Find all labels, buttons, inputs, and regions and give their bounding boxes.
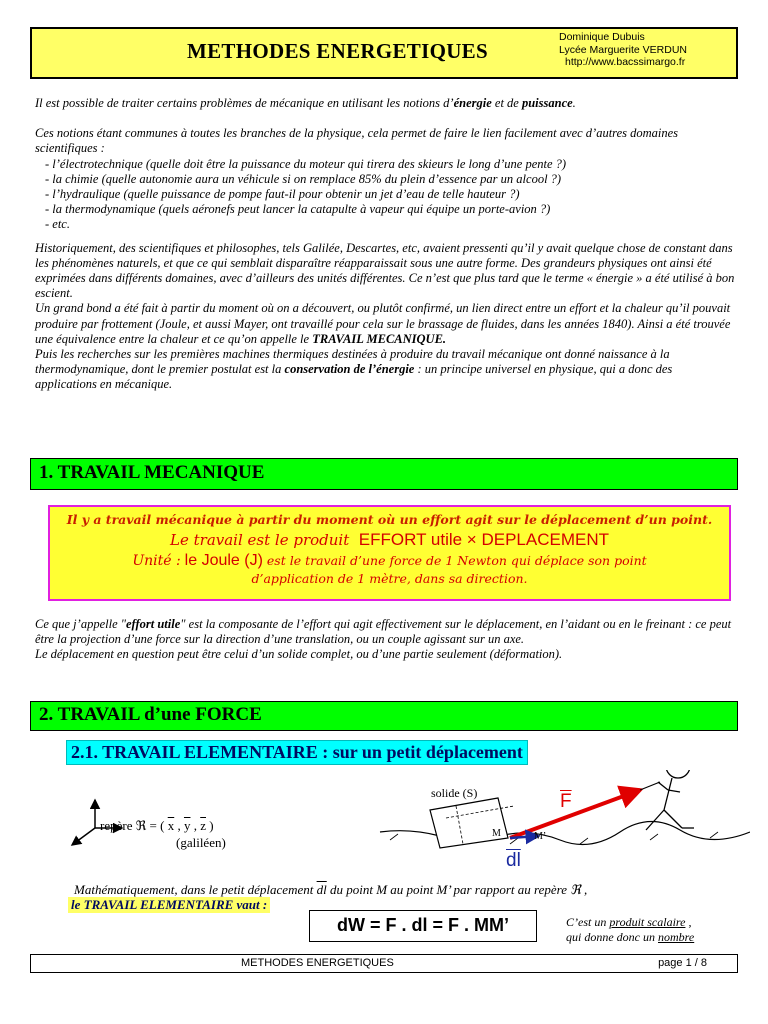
section-1-text bbox=[35, 617, 735, 663]
section-1-header bbox=[30, 458, 738, 490]
list-item: - la chimie (quelle autonomie aura un véhicule si on remplace 85% du plein d’essence par un alcool ?) bbox=[45, 171, 562, 186]
list-item: - la thermodynamique (quels aéronefs peut lancer la catapulte à vapeur qui équipe un porte-avion ?) bbox=[45, 202, 551, 217]
text-span: ) bbox=[209, 818, 214, 833]
intro-paragraph-5 bbox=[35, 347, 735, 393]
section-1-title: 1. TRAVAIL MECANIQUE bbox=[39, 462, 265, 483]
formula-box bbox=[309, 910, 537, 942]
text-span: Puis les recherches sur les premières machines thermiques destinées à produire du travail mécanique ont donné naissance à la thermodynamique, dont le premier postulat est la bbox=[35, 347, 670, 377]
text-span: qui donne donc un bbox=[566, 930, 658, 944]
math-sentence bbox=[74, 882, 734, 897]
section-1-paragraph-1 bbox=[35, 617, 735, 647]
list-item: - etc. bbox=[45, 217, 70, 232]
galileen-label: (galiléen) bbox=[176, 835, 226, 850]
solid-label: solide (S) bbox=[431, 786, 478, 800]
def-unit-text: est le travail d’une force de 1 Newton qui déplace son point bbox=[266, 553, 647, 568]
point-m-label: M bbox=[492, 828, 501, 839]
header-box bbox=[30, 27, 738, 79]
section-2-header bbox=[30, 701, 738, 731]
work-formula: dW = F . dl = F . MM’ bbox=[337, 915, 509, 935]
text-span: , bbox=[685, 915, 692, 929]
dl-label: $\overline{dl}$ bbox=[506, 850, 521, 871]
list-item: - l’hydraulique (quelle puissance de pompe faut-il pour obtenir un jet d’eau de telle hauteur ?) bbox=[45, 187, 520, 202]
section-2-title: 2. TRAVAIL d’une FORCE bbox=[39, 704, 262, 725]
text-span: Ce que j’appelle " bbox=[35, 617, 126, 631]
note-line-2 bbox=[566, 930, 694, 945]
text-span: . bbox=[572, 96, 576, 110]
def-product-label: Le travail est le produit bbox=[170, 531, 350, 549]
subsection-2-1-title: 2.1. TRAVAIL ELEMENTAIRE : sur un petit déplacement bbox=[66, 740, 528, 765]
axis-x-label: $\overline{x}$ bbox=[167, 818, 175, 833]
force-label: $\overline{F}$ bbox=[560, 791, 572, 812]
def-line-3 bbox=[50, 552, 729, 570]
section-1-paragraph-2: Le déplacement en question peut être celui d’un solide complet, ou d’une partie seulement (déformation). bbox=[35, 647, 563, 662]
text-span: du point M au point M’ par rapport au repère ℜ , bbox=[326, 882, 588, 897]
solid-block bbox=[430, 798, 514, 848]
text-span: C’est un bbox=[566, 915, 610, 929]
intro-paragraph-1 bbox=[35, 96, 735, 111]
text-span: " est la composante de l’effort qui agit effectivement sur le déplacement, en l’aidant ou en le freinant : ce peut être la projection d’une force sur la direction d’une translation, ou un couple agissant sur un axe. bbox=[35, 617, 732, 647]
page-title: METHODES ENERGETIQUES bbox=[187, 39, 488, 63]
domain-list bbox=[35, 157, 735, 233]
nombre-underlined: nombre bbox=[658, 930, 695, 944]
def-product-formula: EFFORT utile × DEPLACEMENT bbox=[358, 530, 609, 549]
axis-y-label: $\overline{y}$ bbox=[183, 818, 191, 833]
math-dl: $\overline{dl}$ bbox=[316, 882, 327, 897]
page-number: page 1 / 8 bbox=[658, 957, 707, 969]
note-line-1 bbox=[566, 915, 694, 930]
bold-energie: énergie bbox=[453, 96, 492, 110]
author-school: Lycée Marguerite VERDUN bbox=[559, 43, 687, 56]
author-name: Dominique Dubuis bbox=[559, 31, 645, 43]
repere-label: repère ℜ = ( $\overline{x}$ , $\overline{y}$ , $\overline{z}$ ) bbox=[100, 818, 214, 833]
intro-paragraph-3: Historiquement, des scientifiques et philosophes, tels Galilée, Descartes, etc, avaient pressenti qu’il y avait quelque chose de constant dans les phénomènes naturels, et que ce qui semblait disparaître réapparaissait sous une autre forme. Des grandeurs physiques ont ainsi été exprimées dans différents domaines, avec d’ailleurs des unités différentes. Ce n’est que plus tard que le terme « énergie » a été utilisé à bon escient. bbox=[35, 240, 735, 301]
scalar-note bbox=[566, 915, 694, 945]
footer-title: METHODES ENERGETIQUES bbox=[241, 957, 394, 969]
def-unit-label: Unité : bbox=[132, 553, 181, 569]
force-vector bbox=[510, 790, 640, 838]
text-span: : un principe universel en physique, qui a donc des applications en mécanique. bbox=[35, 362, 673, 392]
text-span: Mathématiquement, dans le petit déplacement bbox=[74, 882, 317, 897]
def-unit-value: le Joule (J) bbox=[184, 552, 263, 569]
text-span: Il est possible de traiter certains problèmes de mécanique en utilisant les notions d’ bbox=[35, 96, 454, 110]
axis-z-label: $\overline{z}$ bbox=[200, 818, 206, 833]
point-m2-label: M’ bbox=[534, 831, 547, 842]
text-span: et de bbox=[491, 96, 522, 110]
bold-puissance: puissance bbox=[521, 96, 573, 110]
list-item: - l’électrotechnique (quelle doit être la puissance du moteur qui tirera des skieurs le long d’une pente ?) bbox=[45, 156, 567, 171]
intro-paragraph-2: Ces notions étant communes à toutes les branches de la physique, cela permet de faire le lien facilement avec d’autres domaines scientifiques : bbox=[35, 126, 679, 156]
text-span: Un grand bond a été fait à partir du moment où on a découvert, ou plutôt confirmé, un lien direct entre un effort et la chaleur qu’il pouvait produire par frottement (Joule, et aussi Mayer, ont travaillé pour cela sur le brassage de fluides, dans les années 1840). Ainsi a été trouvée une équivalence entre la chaleur et ce qu’on appelle le bbox=[35, 301, 731, 346]
bold-conservation: conservation de l’énergie bbox=[284, 362, 415, 377]
author-website[interactable]: http://www.bacssimargo.fr bbox=[565, 56, 686, 68]
intro-text bbox=[35, 96, 735, 393]
elementary-work-label: le TRAVAIL ELEMENTAIRE vaut : bbox=[68, 897, 270, 913]
page-footer bbox=[30, 954, 738, 973]
scalar-product-link: produit scalaire bbox=[609, 915, 686, 929]
def-line-2 bbox=[50, 530, 729, 550]
bold-travail: TRAVAIL MECANIQUE. bbox=[312, 331, 447, 346]
intro-paragraph-4 bbox=[35, 301, 735, 347]
bold-effort-utile: effort utile bbox=[126, 617, 181, 631]
def-line-1: Il y a travail mécanique à partir du moment où un effort agit sur le déplacement d’un point. bbox=[66, 512, 713, 527]
author-block bbox=[559, 31, 687, 69]
definition-box bbox=[48, 505, 731, 601]
def-line-4: d’application de 1 mètre, dans sa direction. bbox=[251, 571, 528, 586]
text-span: repère ℜ = ( bbox=[100, 818, 165, 833]
